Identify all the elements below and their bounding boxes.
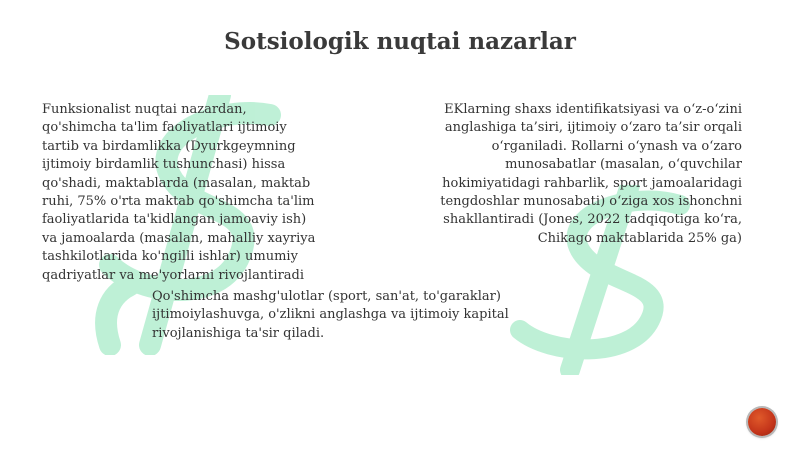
functionalist-paragraph: Funksionalist nuqtai nazardan, qo'shimcha ta'lim faoliyatlari ijtimoiy tartib va birdamlikka (Dyurkgeymning ijtimoiy birdamlik tushunchasi) hissa qo'shadi, maktablarda (masalan, maktab ruhi, 75% o'rta maktab qo'shimcha ta'lim faoliyatlarida ta'kidlangan jamoaviy ish) va jamoalarda (masalan, mahalliy xayriya tashkilotlarida ko'ngilli ishlar) umumiy qadriyatlar va me'yorlarni rivojlantiradi (42, 102, 316, 283)
next-slide-button[interactable] (748, 408, 776, 436)
interactionist-paragraph: EKlarning shaxs identifikatsiyasi va o‘z-o‘zini anglashiga ta’siri, ijtimoiy o‘zaro ta’sir orqali o‘rganiladi. Rollarni o‘ynash va o‘zaro munosabatlar (masalan, o‘quvchilar hokimiyatidagi rahbarlik, sport jamoalaridagi tengdoshlar munosabati) o‘ziga xos ishonchni shakllantiradi (Jones, 2022 tadqiqotiga ko‘ra, Chikago maktablarida 25% ga) (440, 102, 742, 246)
summary-paragraph: Qo'shimcha mashg'ulotlar (sport, san'at, to'garaklar) ijtimoiylashuvga, o'zlikni anglashga va ijtimoiy kapital rivojlanishiga ta'sir qiladi. (152, 289, 509, 341)
slide-title: Sotsiologik nuqtai nazarlar (224, 28, 576, 55)
